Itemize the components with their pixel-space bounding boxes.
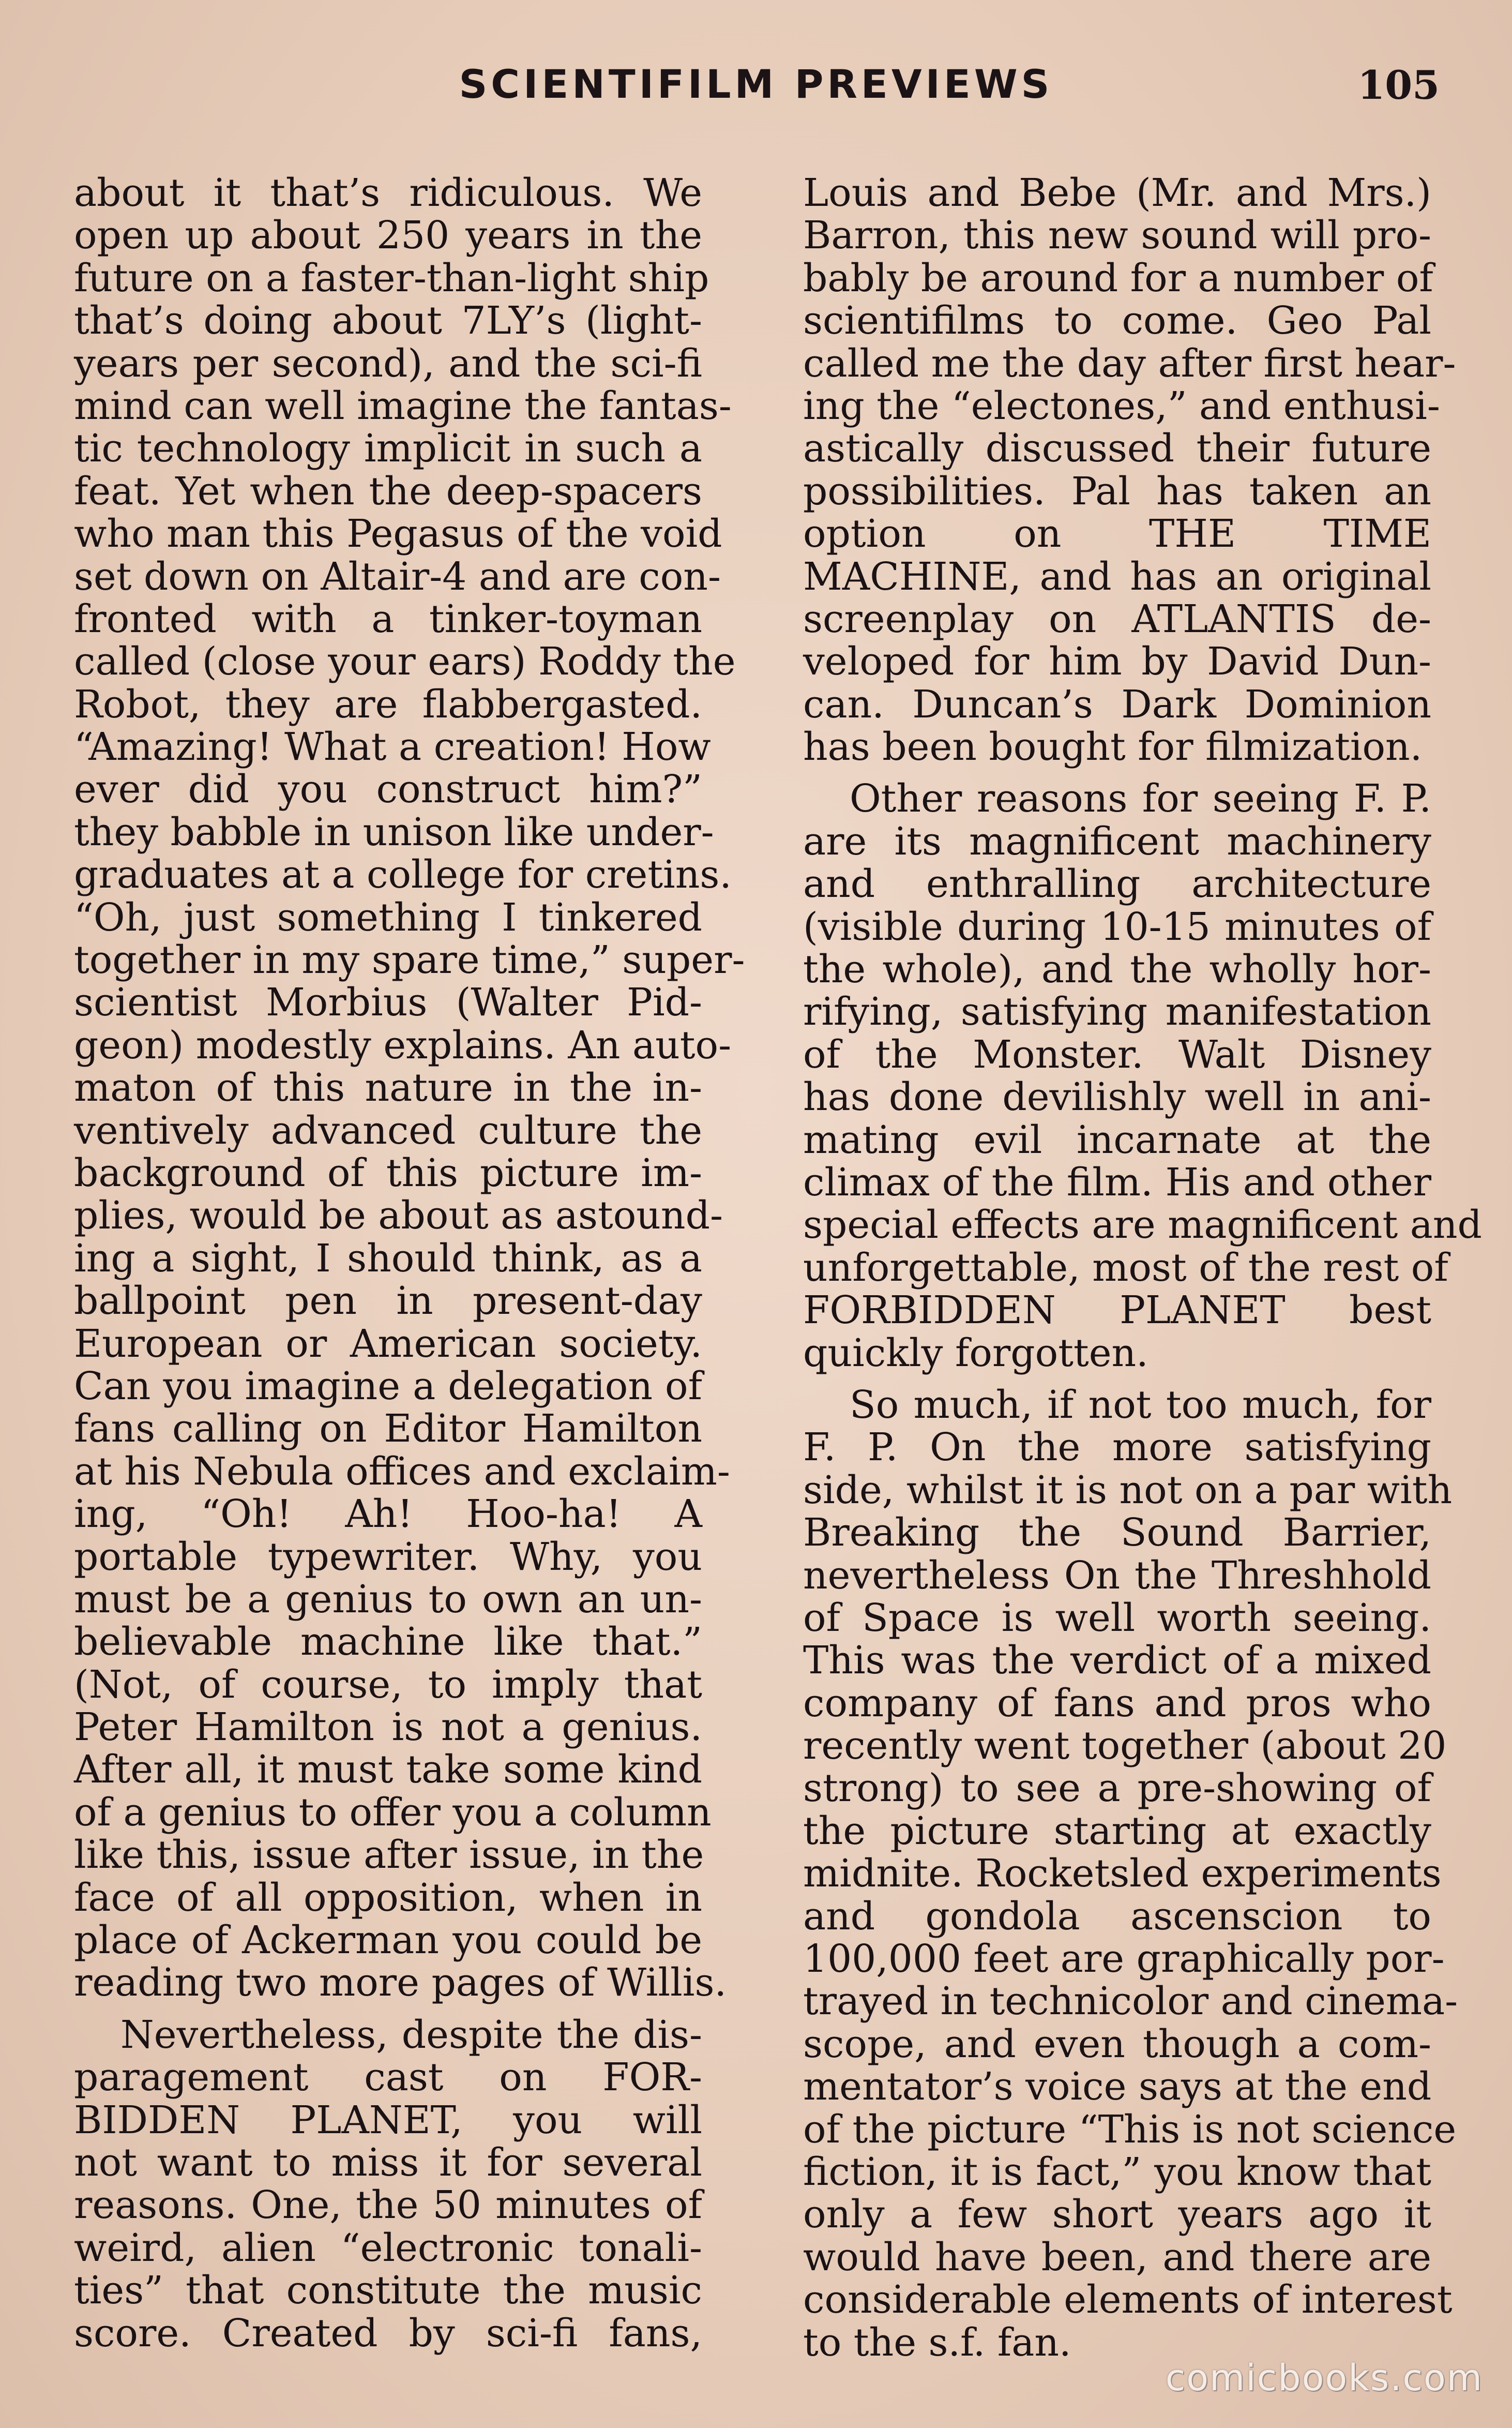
text-line: maton of this nature in the in-: [74, 1066, 702, 1111]
text-line: has done devilishly well in ani-: [803, 1075, 1431, 1120]
text-line: “Oh, just something I tinkered: [74, 895, 702, 940]
text-line: scope, and even though a com-: [803, 2021, 1431, 2066]
text-line: MACHINE, and has an original: [803, 554, 1431, 599]
text-line: are its magnificent machinery: [803, 819, 1431, 864]
text-line: set down on Altair-4 and are con-: [74, 554, 721, 599]
text-line: Barron, this new sound will pro-: [803, 213, 1431, 258]
text-line: face of all opposition, when in: [74, 1875, 702, 1920]
text-line: side, whilst it is not on a par with: [803, 1467, 1453, 1512]
text-line: reasons. One, the 50 minutes of: [74, 2183, 702, 2228]
text-line: plies, would be about as astound-: [74, 1193, 723, 1238]
right-column: [803, 171, 1482, 2365]
text-line: mind can well imagine the fantas-: [74, 383, 732, 428]
text-line: of the Monster. Walt Disney: [803, 1032, 1431, 1077]
text-line: mentator’s voice says at the end: [803, 2064, 1432, 2109]
text-line: ventively advanced culture the: [74, 1108, 702, 1153]
text-line: about it that’s ridiculous. We: [74, 171, 702, 215]
text-line: of the picture “This is not science: [803, 2107, 1457, 2152]
text-line: weird, alien “electronic tonali-: [74, 2225, 702, 2270]
text-line: the picture starting at exactly: [803, 1808, 1431, 1853]
text-line: company of fans and pros who: [803, 1681, 1431, 1726]
text-line: fronted with a tinker-toyman: [74, 596, 702, 641]
text-line: 100,000 feet are graphically por-: [803, 1937, 1445, 1982]
text-line: Louis and Bebe (Mr. and Mrs.): [803, 171, 1431, 215]
text-line: special effects are magnificent and: [803, 1203, 1482, 1248]
text-line: and enthralling architecture: [803, 862, 1431, 907]
text-line: climax of the film. His and other: [803, 1160, 1431, 1205]
text-line: called me the day after first hear-: [803, 341, 1456, 386]
text-line: ing the “electones,” and enthusi-: [803, 383, 1440, 428]
text-line: bably be around for a number of: [803, 256, 1433, 301]
text-line: like this, issue after issue, in the: [74, 1833, 704, 1878]
text-line: possibilities. Pal has taken an: [803, 469, 1431, 514]
page-number: 105: [1357, 62, 1440, 108]
text-line: mating evil incarnate at the: [803, 1117, 1431, 1162]
text-line: European or American society.: [74, 1321, 702, 1366]
text-line: BIDDEN PLANET, you will: [74, 2097, 702, 2142]
watermark: comicbooks.com: [1165, 2357, 1483, 2399]
text-line: fans calling on Editor Hamilton: [74, 1406, 702, 1451]
text-line: scientifilms to come. Geo Pal: [803, 298, 1431, 343]
text-line: After all, it must take some kind: [74, 1747, 702, 1792]
text-line: geon) modestly explains. An auto-: [74, 1023, 732, 1068]
text-line: ties” that constitute the music: [74, 2268, 702, 2313]
text-line: (Not, of course, to imply that: [74, 1662, 702, 1707]
text-line: of a genius to offer you a column: [74, 1790, 712, 1835]
text-line: called (close your ears) Roddy the: [74, 639, 736, 684]
text-line: astically discussed their future: [803, 426, 1431, 471]
text-line: to the s.f. fan.: [803, 2320, 1071, 2365]
text-line: tic technology implicit in such a: [74, 426, 702, 471]
text-line: together in my spare time,” super-: [74, 938, 745, 983]
text-line: (visible during 10-15 minutes of: [803, 904, 1431, 949]
text-line: who man this Pegasus of the void: [74, 512, 722, 557]
text-line: unforgettable, most of the rest of: [803, 1245, 1448, 1290]
text-line: at his Nebula offices and exclaim-: [74, 1449, 730, 1494]
text-line: recently went together (about 20: [803, 1723, 1447, 1768]
text-line: Other reasons for seeing F. P.: [850, 776, 1431, 821]
text-line: Breaking the Sound Barrier,: [803, 1510, 1431, 1555]
text-line: fiction, it is fact,” you know that: [803, 2149, 1431, 2194]
text-line: years per second), and the sci-fi: [74, 341, 702, 386]
text-line: can. Duncan’s Dark Dominion: [803, 682, 1431, 727]
text-line: must be a genius to own an un-: [74, 1577, 702, 1622]
text-line: Nevertheless, despite the dis-: [120, 2012, 702, 2057]
text-line: of Space is well worth seeing.: [803, 1595, 1431, 1640]
text-line: ever did you construct him?”: [74, 767, 702, 812]
text-line: reading two more pages of Willis.: [74, 1960, 727, 2005]
text-line: midnite. Rocketsled experiments: [803, 1851, 1442, 1896]
text-line: FORBIDDEN PLANET best: [803, 1288, 1431, 1333]
page-header: [0, 61, 1512, 118]
text-line: ing a sight, I should think, as a: [74, 1236, 702, 1281]
text-line: would have been, and there are: [803, 2235, 1431, 2280]
text-line: “Amazing! What a creation! How: [74, 725, 711, 770]
text-line: the whole), and the wholly hor-: [803, 947, 1431, 992]
text-line: This was the verdict of a mixed: [803, 1638, 1431, 1683]
text-line: not want to miss it for several: [74, 2140, 702, 2185]
text-line: screenplay on ATLANTIS de-: [803, 596, 1431, 641]
text-line: they babble in unison like under-: [74, 810, 714, 855]
text-line: future on a faster-than-light ship: [74, 256, 709, 301]
text-line: veloped for him by David Dun-: [803, 639, 1431, 684]
text-line: Peter Hamilton is not a genius.: [74, 1705, 702, 1750]
text-line: that’s doing about 7LY’s (light-: [74, 298, 702, 343]
text-line: portable typewriter. Why, you: [74, 1534, 702, 1579]
left-column: [74, 171, 745, 2356]
text-line: and gondola ascenscion to: [803, 1894, 1431, 1939]
text-line: open up about 250 years in the: [74, 213, 702, 258]
text-line: graduates at a college for cretins.: [74, 852, 732, 897]
text-line: considerable elements of interest: [803, 2277, 1453, 2322]
text-line: only a few short years ago it: [803, 2192, 1431, 2237]
text-line: So much, if not too much, for: [850, 1382, 1431, 1427]
text-line: option on THE TIME: [803, 512, 1431, 557]
text-line: strong) to see a pre-showing of: [803, 1766, 1431, 1811]
text-line: quickly forgotten.: [803, 1330, 1148, 1375]
text-line: ballpoint pen in present-day: [74, 1279, 702, 1324]
running-head: SCIENTIFILM PREVIEWS: [459, 61, 1053, 107]
text-line: ing, “Oh! Ah! Hoo-ha! A: [74, 1492, 702, 1537]
text-line: nevertheless On the Threshhold: [803, 1553, 1431, 1598]
text-line: feat. Yet when the deep-spacers: [74, 469, 702, 514]
text-line: rifying, satisfying manifestation: [803, 990, 1431, 1035]
text-line: paragement cast on FOR-: [74, 2055, 702, 2100]
text-line: Robot, they are flabbergasted.: [74, 682, 702, 727]
text-line: place of Ackerman you could be: [74, 1918, 702, 1963]
text-line: has been bought for filmization.: [803, 725, 1423, 770]
text-line: trayed in technicolor and cinema-: [803, 1979, 1458, 2024]
text-line: F. P. On the more satisfying: [803, 1425, 1431, 1470]
text-line: scientist Morbius (Walter Pid-: [74, 980, 702, 1025]
text-line: score. Created by sci-fi fans,: [74, 2311, 702, 2356]
text-line: background of this picture im-: [74, 1150, 702, 1195]
text-line: Can you imagine a delegation of: [74, 1363, 702, 1408]
text-line: believable machine like that.”: [74, 1620, 702, 1665]
